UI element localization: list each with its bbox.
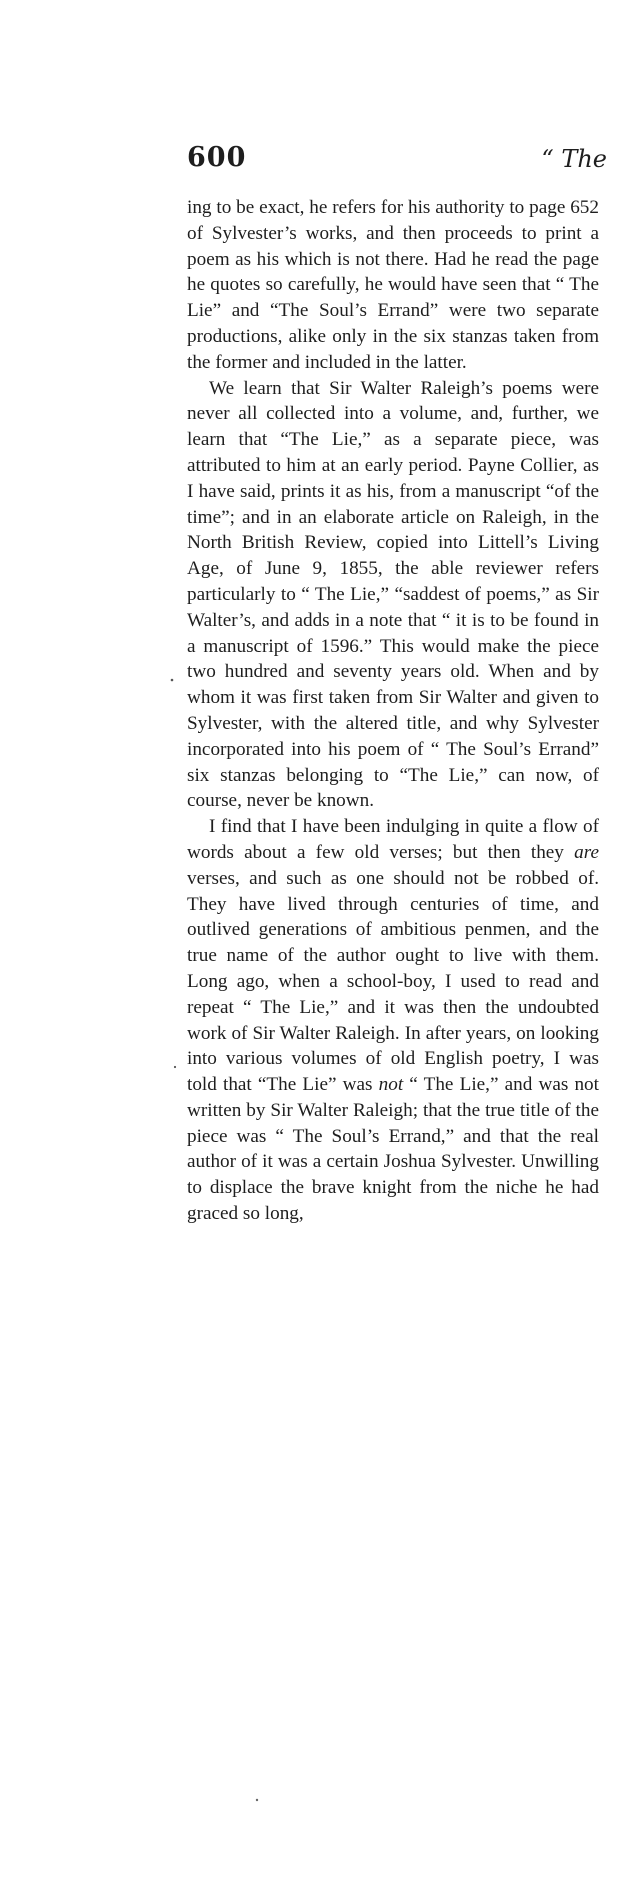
- paragraph-3-part-2: verses, and such as one should not be robbed of. They have lived through centuries of time, and outlived generations of ambitious penmen, and the true name of the author ought to live with them. Long ago, when a school-boy, I used to read and repeat “ The Lie,” and it was then the undoubted work of Sir Walter Raleigh. In after years, on looking into various volumes of old English poetry, I was told that “The Lie” was: [187, 867, 599, 1096]
- ink-speck: [171, 679, 174, 682]
- paragraph-1: ing to be exact, he refers for his authority to page 652 of Sylvester’s works, and then proceeds to print a poem as his which is not there. Had he read the page he quotes so carefully, he would have seen that “ The Lie” and “The Soul’s Errand” were two separate productions, alike only in the six stanzas taken from the former and included in the latter.: [187, 197, 599, 373]
- ink-speck: [256, 1799, 258, 1801]
- ink-speck: [174, 1066, 176, 1068]
- paragraph-3-part-1: I find that I have been indulging in quite a flow of words about a few old verses; but then they: [187, 816, 599, 863]
- paragraph-2: We learn that Sir Walter Raleigh’s poems were never all collected into a volume, and, further, we learn that “The Lie,” as a separate piece, was attributed to him at an early period. Payne Collier, as I have said, prints it as his, from a manuscript “of the time”; and in an elaborate article on Raleigh, in the North British Review, copied into Littell’s Living Age, of June 9, 1855, the able reviewer refers particularly to “ The Lie,” “saddest of poems,” as Sir Walter’s, and adds in a note that “ it is to be found in a manuscript of 1596.” This would make the piece two hundred and seventy years old. When and by whom it was first taken from Sir Walter and given to Sylvester, with the altered title, and why Sylvester incorporated into his poem of “ The Soul’s Errand” six stanzas belonging to “The Lie,” can now, of course, never be known.: [187, 377, 599, 812]
- emphasis-are: are: [574, 841, 599, 863]
- emphasis-not: not: [378, 1074, 404, 1096]
- page-number: 600: [187, 142, 247, 173]
- running-head: “ The: [541, 145, 607, 173]
- paragraph-3-part-3: “ The Lie,” and was not written by Sir Walter Raleigh; that the true title of the piece was “ The Soul’s Errand,” and that the real author of it was a certain Joshua Sylvester. Unwilling to displace the brave knight from the niche he had graced so long,: [187, 1074, 599, 1225]
